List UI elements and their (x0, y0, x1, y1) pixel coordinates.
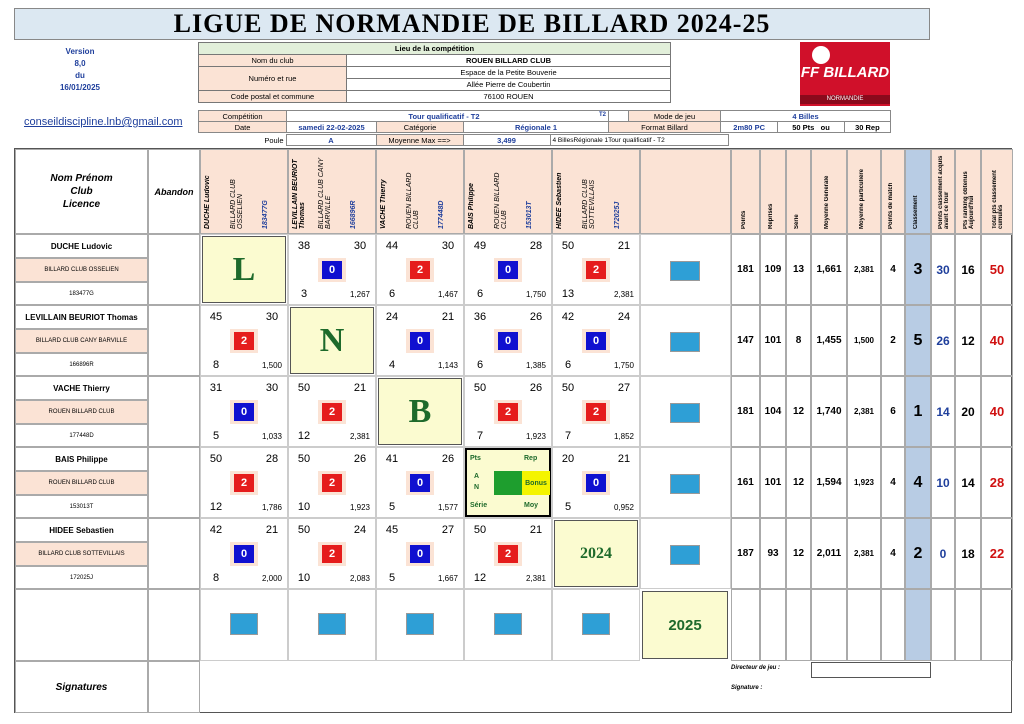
match-points: 38 (297, 240, 311, 252)
stat-auj: 16 (955, 234, 981, 305)
match-points: 24 (385, 311, 399, 323)
player-club: ROUEN BILLARD CLUB (15, 400, 148, 424)
player-club: BILLARD CLUB CANY BARVILLE (15, 329, 148, 353)
stat-header-label: Reprises (768, 203, 774, 229)
blue-square (582, 613, 610, 635)
stat-pts: 161 (731, 447, 760, 518)
diagonal-letter: L (202, 236, 286, 303)
match-reprises: 21 (265, 524, 279, 536)
match-serie: 8 (212, 359, 220, 371)
player-name: DUCHE Ludovic (15, 234, 148, 258)
signature-label: Signature : (731, 685, 763, 691)
stat-mp: 1,923 (847, 447, 881, 518)
stat-avant: 14 (931, 376, 955, 447)
match-points: 44 (385, 240, 399, 252)
match-reprises: 27 (617, 382, 631, 394)
stat-pm: 4 (881, 234, 905, 305)
match-moyenne: 1,750 (613, 361, 635, 370)
empty-stat (811, 589, 847, 661)
legend-rep: Rep (524, 455, 538, 462)
player-club: BILLARD CLUB SOTTEVILLAIS (15, 542, 148, 566)
col-player-licence: 172025J (614, 201, 621, 229)
match-points: 50 (209, 453, 223, 465)
match-reprises: 24 (353, 524, 367, 536)
directeur-label: Directeur de jeu : (731, 665, 781, 671)
match-points-square: 2 (234, 332, 254, 350)
empty-stat (905, 589, 931, 661)
stat-mg: 1,740 (811, 376, 847, 447)
match-points: 20 (561, 453, 575, 465)
match-points: 36 (473, 311, 487, 323)
match-moyenne: 2,083 (349, 574, 371, 583)
match-serie: 5 (212, 430, 220, 442)
match-points: 41 (385, 453, 399, 465)
match-moyenne: 0,952 (613, 503, 635, 512)
match-serie: 5 (388, 572, 396, 584)
stat-mp: 2,381 (847, 234, 881, 305)
empty-abandon (148, 589, 200, 661)
col-player-club: ROUEN BILLARD CLUB (406, 172, 420, 229)
stat-serie: 12 (786, 518, 811, 589)
match-points-square: 0 (322, 261, 342, 279)
match-serie: 5 (564, 501, 572, 513)
legend-green (494, 471, 522, 495)
stat-serie: 12 (786, 376, 811, 447)
stat-cl: 2 (905, 518, 931, 589)
col-player-club: BILLARD CLUB OSSELIEN (230, 179, 244, 229)
match-serie: 10 (297, 501, 311, 513)
abandon-cell[interactable] (148, 447, 200, 518)
stat-rep: 93 (760, 518, 786, 589)
stat-auj: 18 (955, 518, 981, 589)
match-points-square: 0 (410, 474, 430, 492)
match-reprises: 28 (529, 240, 543, 252)
match-reprises: 21 (441, 311, 455, 323)
stat-serie: 8 (786, 305, 811, 376)
match-serie: 13 (561, 288, 575, 300)
match-points-square: 2 (498, 403, 518, 421)
abandon-cell[interactable] (148, 234, 200, 305)
match-reprises: 26 (529, 382, 543, 394)
match-points: 50 (473, 524, 487, 536)
blue-square (230, 613, 258, 635)
empty-stat (847, 589, 881, 661)
empty-stat (786, 589, 811, 661)
player-club: ROUEN BILLARD CLUB (15, 471, 148, 495)
stat-header-label: Points (740, 210, 747, 229)
stat-auj: 14 (955, 447, 981, 518)
col-player-name: LEVILLAIN BEURIOT Thomas (292, 159, 306, 229)
match-points-square: 2 (322, 474, 342, 492)
stat-pm: 4 (881, 447, 905, 518)
abandon-cell[interactable] (148, 305, 200, 376)
match-reprises: 21 (617, 453, 631, 465)
poule-info: Poule A Moyenne Max ==> 3,499 4 BillesRégionale 1Tour qualificatif - T2 (198, 134, 729, 146)
stat-header-label: Moyenne particulière (859, 168, 865, 229)
col-player-licence: 153013T (526, 201, 533, 229)
match-reprises: 21 (353, 382, 367, 394)
legend-an: A N (474, 473, 480, 491)
match-points-square: 2 (586, 261, 606, 279)
stat-header-label: Pts ranking obtenus Aujourd'hui (963, 171, 975, 229)
stat-avant: 0 (931, 518, 955, 589)
match-moyenne: 1,267 (349, 290, 371, 299)
match-points: 42 (209, 524, 223, 536)
stat-pm: 6 (881, 376, 905, 447)
player-club: BILLARD CLUB OSSELIEN (15, 258, 148, 282)
results-grid (14, 148, 1012, 713)
extra-col-header (640, 149, 731, 234)
col-player-name: BAIS Philippe (468, 183, 475, 229)
match-serie: 7 (476, 430, 484, 442)
stat-pts: 147 (731, 305, 760, 376)
col-player-club: BILLARD CLUB CANY BARVILLE (318, 157, 332, 229)
match-points: 50 (561, 382, 575, 394)
match-serie: 12 (297, 430, 311, 442)
signatures-label: Signatures (15, 661, 148, 713)
match-moyenne: 1,852 (613, 432, 635, 441)
match-serie: 12 (473, 572, 487, 584)
match-points-square: 2 (322, 403, 342, 421)
blue-square (670, 545, 700, 565)
stat-pm: 4 (881, 518, 905, 589)
match-points-square: 0 (410, 332, 430, 350)
match-serie: 6 (388, 288, 396, 300)
blue-square (670, 332, 700, 352)
stat-header-label: Points classement acquis avant ce tour (938, 155, 950, 229)
match-serie: 7 (564, 430, 572, 442)
stat-mg: 1,594 (811, 447, 847, 518)
directeur-field[interactable] (811, 662, 931, 678)
version-block: Version 8,0 du 16/01/2025 (59, 47, 101, 92)
player-name: LEVILLAIN BEURIOT Thomas (15, 305, 148, 329)
stat-header-label: Points de match (888, 182, 894, 229)
match-moyenne: 1,667 (437, 574, 459, 583)
match-points-square: 2 (322, 545, 342, 563)
match-points: 45 (209, 311, 223, 323)
match-serie: 8 (212, 572, 220, 584)
abandon-header: Abandon (148, 149, 200, 234)
col-player-name: DUCHE Ludovic (204, 175, 211, 229)
stat-total: 40 (981, 305, 1013, 376)
page-title: LIGUE DE NORMANDIE DE BILLARD 2024-25 (14, 8, 930, 40)
stat-rep: 101 (760, 305, 786, 376)
email-link[interactable]: conseildiscipline.lnb@gmail.com (24, 116, 183, 128)
match-points-square: 0 (586, 474, 606, 492)
match-reprises: 24 (617, 311, 631, 323)
match-serie: 12 (209, 501, 223, 513)
empty-row-name (15, 589, 148, 661)
player-col-header (552, 149, 640, 234)
match-moyenne: 1,577 (437, 503, 459, 512)
match-moyenne: 2,381 (525, 574, 547, 583)
stat-total: 28 (981, 447, 1013, 518)
blue-square (494, 613, 522, 635)
match-moyenne: 1,786 (261, 503, 283, 512)
match-serie: 5 (388, 501, 396, 513)
match-reprises: 27 (441, 524, 455, 536)
empty-stat (981, 589, 1013, 661)
blue-square (670, 403, 700, 423)
abandon-cell[interactable] (148, 376, 200, 447)
match-serie: 6 (476, 359, 484, 371)
stat-cl: 5 (905, 305, 931, 376)
player-name: VACHE Thierry (15, 376, 148, 400)
match-reprises: 21 (529, 524, 543, 536)
col-player-licence: 183477G (262, 200, 269, 229)
stat-mg: 1,661 (811, 234, 847, 305)
blue-square (670, 474, 700, 494)
match-reprises: 26 (353, 453, 367, 465)
match-points: 50 (473, 382, 487, 394)
player-name: HIDEE Sebastien (15, 518, 148, 542)
match-points: 31 (209, 382, 223, 394)
match-moyenne: 1,033 (261, 432, 283, 441)
player-name: BAIS Philippe (15, 447, 148, 471)
stat-auj: 12 (955, 305, 981, 376)
stat-avant: 30 (931, 234, 955, 305)
col-player-club: ROUEN BILLARD CLUB (494, 172, 508, 229)
player-col-header (200, 149, 288, 234)
match-points-square: 2 (586, 403, 606, 421)
empty-stat (955, 589, 981, 661)
stat-cl: 1 (905, 376, 931, 447)
match-points: 50 (297, 453, 311, 465)
match-moyenne: 1,750 (525, 290, 547, 299)
legend-pts: Pts (470, 455, 481, 462)
diagonal-letter: B (378, 378, 462, 445)
match-reprises: 30 (441, 240, 455, 252)
match-moyenne: 2,000 (261, 574, 283, 583)
blue-square (406, 613, 434, 635)
match-points-square: 0 (498, 332, 518, 350)
match-moyenne: 1,143 (437, 361, 459, 370)
lieu-table: Lieu de la compétition Nom du club ROUEN BILLARD CLUB Numéro et rue Espace de la Petite Bouverie Allée Pierre de Coubertin Code postal et commune 76100 ROUEN (198, 42, 671, 103)
stat-total: 22 (981, 518, 1013, 589)
empty-stat (760, 589, 786, 661)
match-moyenne: 1,500 (261, 361, 283, 370)
stat-cl: 4 (905, 447, 931, 518)
match-reprises: 30 (265, 382, 279, 394)
blue-square (318, 613, 346, 635)
match-serie: 6 (564, 359, 572, 371)
stat-rep: 101 (760, 447, 786, 518)
match-points: 49 (473, 240, 487, 252)
player-col-header (464, 149, 552, 234)
col-player-licence: 166896R (350, 200, 357, 229)
match-points: 50 (297, 524, 311, 536)
stat-pm: 2 (881, 305, 905, 376)
match-serie: 3 (300, 288, 308, 300)
player-licence: 172025J (15, 566, 148, 589)
abandon-cell[interactable] (148, 518, 200, 589)
stat-mg: 2,011 (811, 518, 847, 589)
empty-stat (731, 589, 760, 661)
player-licence: 177448D (15, 424, 148, 447)
diagonal-year: 2024 (554, 520, 638, 587)
match-moyenne: 1,923 (525, 432, 547, 441)
match-points-square: 2 (498, 545, 518, 563)
player-licence: 153013T (15, 495, 148, 518)
match-points: 45 (385, 524, 399, 536)
stat-avant: 10 (931, 447, 955, 518)
empty-stat (881, 589, 905, 661)
ffbillard-logo: FF BILLARD NORMANDIE (800, 42, 890, 106)
stat-pts: 187 (731, 518, 760, 589)
match-serie: 6 (476, 288, 484, 300)
match-serie: 4 (388, 359, 396, 371)
player-col-header (376, 149, 464, 234)
ball-icon (812, 46, 830, 64)
stat-header-label: Moyenne Generale (824, 175, 830, 229)
match-reprises: 28 (265, 453, 279, 465)
col-player-name: VACHE Thierry (380, 179, 387, 229)
col-player-licence: 177448D (438, 200, 445, 229)
stat-mp: 1,500 (847, 305, 881, 376)
match-points-square: 0 (410, 545, 430, 563)
stat-serie: 13 (786, 234, 811, 305)
player-licence: 183477G (15, 282, 148, 305)
year-2025: 2025 (642, 591, 728, 659)
stat-avant: 26 (931, 305, 955, 376)
stat-mg: 1,455 (811, 305, 847, 376)
match-points: 42 (561, 311, 575, 323)
match-reprises: 21 (617, 240, 631, 252)
stat-pts: 181 (731, 376, 760, 447)
stat-rep: 104 (760, 376, 786, 447)
match-moyenne: 2,381 (349, 432, 371, 441)
stat-total: 50 (981, 234, 1013, 305)
stat-auj: 20 (955, 376, 981, 447)
match-points-square: 0 (586, 332, 606, 350)
match-serie: 10 (297, 572, 311, 584)
match-reprises: 30 (265, 311, 279, 323)
match-moyenne: 1,467 (437, 290, 459, 299)
match-points: 50 (561, 240, 575, 252)
legend-serie: Série (470, 502, 488, 509)
competition-info: Compétition Tour qualificatif - T2 T2 Mode de jeu 4 Billes Date samedi 22-02-2025 Catégorie Régionale 1 Format Billard 2m80 PC 50 Pts ou 30 Rep (198, 110, 891, 133)
match-reprises: 26 (441, 453, 455, 465)
match-points-square: 0 (234, 403, 254, 421)
stat-pts: 181 (731, 234, 760, 305)
stat-rep: 109 (760, 234, 786, 305)
abandon-empty (148, 661, 200, 713)
match-points-square: 2 (234, 474, 254, 492)
stat-total: 40 (981, 376, 1013, 447)
match-moyenne: 1,923 (349, 503, 371, 512)
match-points: 50 (297, 382, 311, 394)
stat-cl: 3 (905, 234, 931, 305)
col-player-name: HIDEE Sebastien (556, 172, 563, 229)
match-moyenne: 1,385 (525, 361, 547, 370)
match-points-square: 0 (234, 545, 254, 563)
match-points-square: 0 (498, 261, 518, 279)
col-player-club: BILLARD CLUB SOTTEVILLAIS (582, 179, 596, 229)
match-reprises: 26 (529, 311, 543, 323)
stat-serie: 12 (786, 447, 811, 518)
name-column-header: Nom Prénom Club Licence (15, 149, 148, 234)
stat-mp: 2,381 (847, 518, 881, 589)
empty-stat (931, 589, 955, 661)
match-moyenne: 2,381 (613, 290, 635, 299)
stat-header-label: Série (793, 214, 800, 229)
stat-mp: 2,381 (847, 376, 881, 447)
match-points-square: 2 (410, 261, 430, 279)
legend-moy: Moy (524, 502, 538, 509)
player-licence: 166896R (15, 353, 148, 376)
stat-header-label: Total pts classement cumulés (992, 170, 1004, 229)
blue-square (670, 261, 700, 281)
legend-bonus: Bonus (522, 471, 550, 495)
match-reprises: 30 (353, 240, 367, 252)
stat-header-label: Classement (913, 195, 919, 229)
diagonal-letter: N (290, 307, 374, 374)
